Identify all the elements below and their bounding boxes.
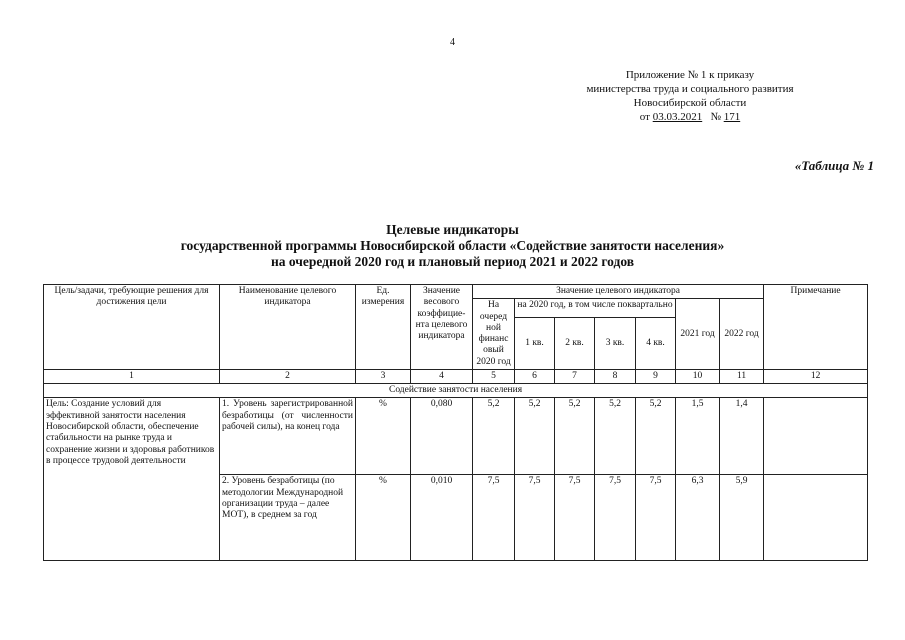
table-row (44, 398, 868, 475)
q4-cell: 5,2 (636, 398, 676, 475)
appendix-line-1: Приложение № 1 к приказу (625, 69, 755, 81)
appendix-date-line (560, 110, 820, 124)
y2021-cell: 1,5 (676, 398, 720, 475)
q1-cell: 7,5 (515, 475, 555, 561)
note-cell (764, 398, 868, 475)
page-number: 4 (450, 37, 455, 48)
appendix-line-3: Новосибирской области (633, 97, 747, 109)
column-number: 3 (356, 370, 411, 384)
column-number: 10 (676, 370, 720, 384)
header-2021: 2021 год (676, 299, 720, 370)
weight-cell: 0,010 (411, 475, 473, 561)
order-number: 171 (723, 111, 741, 123)
header-q4: 4 кв. (636, 318, 676, 370)
column-number: 4 (411, 370, 473, 384)
column-number: 1 (44, 370, 220, 384)
q3-cell: 7,5 (595, 475, 636, 561)
fy2020-cell: 7,5 (473, 475, 515, 561)
indicator-cell: 1. Уровень зарегистрированной безработицы (от численности рабочей силы), на конец года (220, 398, 356, 475)
number-prefix: № (710, 111, 721, 123)
goal-cell: Цель: Создание условий для эффективной занятости населения Новосибирской области, обеспечение стабильности на рынке труда и сохранение жизни и здоровья работников в процессе трудовой деятельности (44, 398, 220, 561)
header-value-group: Значение целевого индикатора (473, 285, 764, 299)
column-number: 12 (764, 370, 868, 384)
column-number: 9 (636, 370, 676, 384)
section-title: Содействие занятости населения (44, 384, 868, 398)
unit-cell: % (356, 398, 411, 475)
header-unit: Ед. измерения (356, 285, 411, 370)
column-number: 7 (555, 370, 595, 384)
appendix-block (560, 68, 820, 124)
date-prefix: от (639, 111, 650, 123)
table-number: «Таблица № 1 (794, 158, 874, 173)
indicator-cell: 2. Уровень безработицы (по методологии Международной организации труда – далее МОТ), в среднем за год (220, 475, 356, 561)
title-line-3: на очередной 2020 год и плановый период 2021 и 2022 годов (270, 254, 635, 269)
y2021-cell: 6,3 (676, 475, 720, 561)
header-row-1 (44, 285, 868, 299)
header-q3: 3 кв. (595, 318, 636, 370)
q2-cell: 7,5 (555, 475, 595, 561)
title-line-1: Целевые индикаторы (386, 222, 519, 237)
header-2022: 2022 год (720, 299, 764, 370)
header-note: Примечание (764, 285, 868, 370)
title-line-2: государственной программы Новосибирской области «Содействие занятости населения» (180, 238, 725, 253)
header-weight: Значение весового коэффицие-нта целевого индикатора (411, 285, 473, 370)
q4-cell: 7,5 (636, 475, 676, 561)
unit-cell: % (356, 475, 411, 561)
column-number: 5 (473, 370, 515, 384)
column-number: 11 (720, 370, 764, 384)
header-goal: Цель/задачи, требующие решения для достижения цели (44, 285, 220, 370)
document-title (0, 222, 905, 270)
header-fy2020: На очеред ной финанс овый 2020 год (473, 299, 515, 370)
header-q2: 2 кв. (555, 318, 595, 370)
y2022-cell: 5,9 (720, 475, 764, 561)
y2022-cell: 1,4 (720, 398, 764, 475)
column-number: 2 (220, 370, 356, 384)
section-row (44, 384, 868, 398)
column-number: 6 (515, 370, 555, 384)
fy2020-cell: 5,2 (473, 398, 515, 475)
appendix-line-2: министерства труда и социального развития (586, 83, 794, 95)
column-number: 8 (595, 370, 636, 384)
column-number-row (44, 370, 868, 384)
header-q1: 1 кв. (515, 318, 555, 370)
q1-cell: 5,2 (515, 398, 555, 475)
weight-cell: 0,080 (411, 398, 473, 475)
q3-cell: 5,2 (595, 398, 636, 475)
header-quarters-group: на 2020 год, в том числе поквартально (515, 299, 676, 318)
q2-cell: 5,2 (555, 398, 595, 475)
indicators-table (43, 284, 868, 561)
order-date: 03.03.2021 (652, 111, 703, 123)
header-indicator: Наименование целевого индикатора (220, 285, 356, 370)
note-cell (764, 475, 868, 561)
